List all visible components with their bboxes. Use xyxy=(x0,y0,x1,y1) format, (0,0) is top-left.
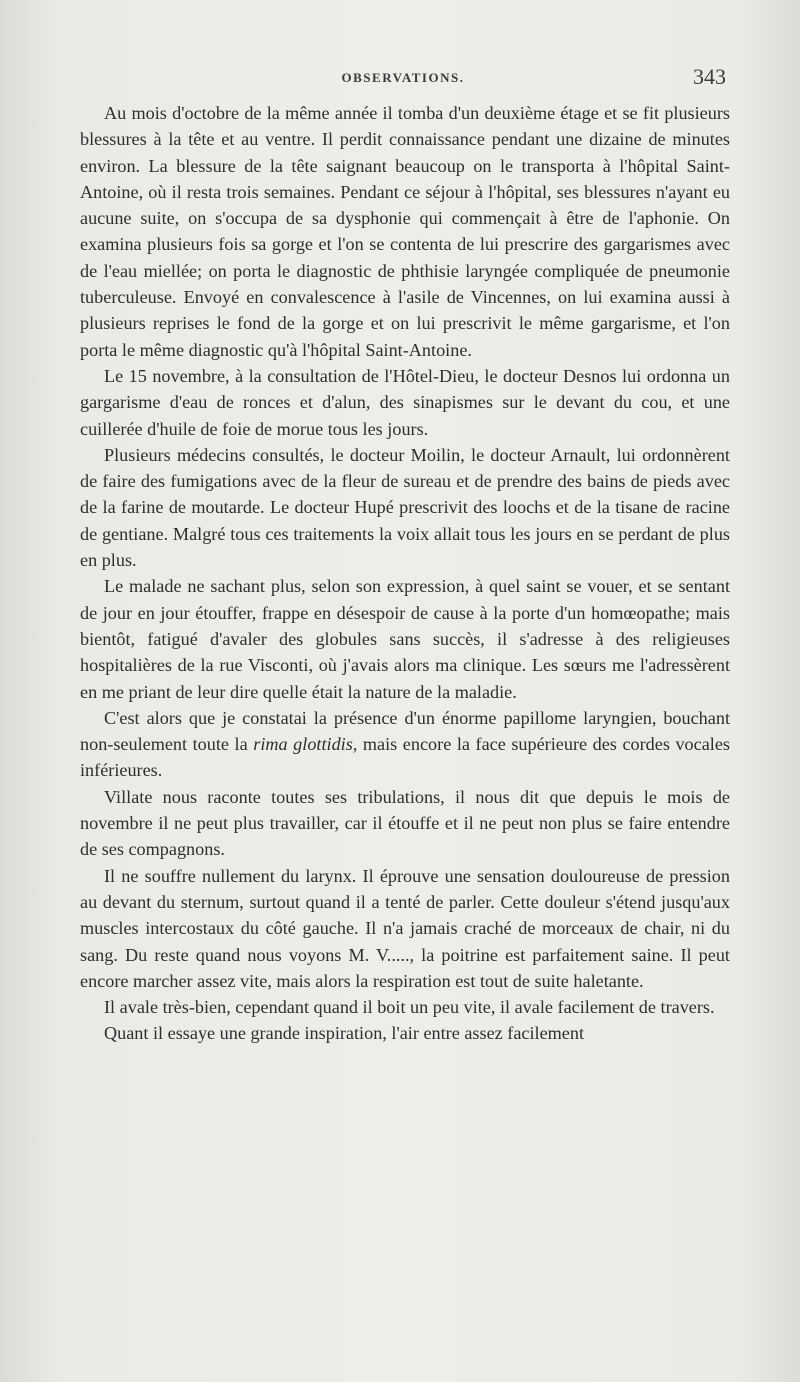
running-title: OBSERVATIONS. xyxy=(341,70,465,85)
paragraph: Il avale très-bien, cependant quand il boit un peu vite, il avale facilement de travers. xyxy=(104,997,715,1018)
paragraph: Villate nous raconte toutes ses tribulations, il nous dit que depuis le mois de novembre il ne peut plus travailler, car il étouffe et il ne peut non plus se faire entendre de ses compagnons. xyxy=(80,786,730,860)
body-text xyxy=(80,100,730,1047)
paragraph-text: mais encore la face supérieure des cordes vocales inférieures. xyxy=(80,734,731,781)
paragraph: Le 15 novembre, à la consultation de l'Hôtel-Dieu, le docteur Desnos lui ordonna un gargarisme d'eau de ronces et d'alun, des sinapismes sur le devant du cou, et une cuillerée d'huile de foie de morue tous les jours. xyxy=(80,365,730,439)
paragraph: Au mois d'octobre de la même année il tomba d'un deuxième étage et se fit plusieurs blessures à la tête et au ventre. Il perdit connaissance pendant une dizaine de minutes environ. La blessure de la tête saignant beaucoup on le transporta à l'hôpital Saint-Antoine, où il resta trois semaines. Pendant ce séjour à l'hôpital, ses blessures n'ayant eu aucune suite, on s'occupa de sa dysphonie qui commençait à être de l'aphonie. On examina plusieurs fois sa gorge et l'on se contenta de lui prescrire des gargarismes avec de l'eau miellée; on porta le diagnostic de phthisie laryngée compliquée de pneumonie tuberculeuse. Envoyé en convalescence à l'asile de Vincennes, on lui examina aussi à plusieurs reprises le fond de la gorge et on lui prescrivit le même gargarisme, et l'on porta le même diagnostic qu'à l'hôpital Saint-Antoine. xyxy=(80,103,730,360)
page-number: 343 xyxy=(693,64,726,89)
paragraph: Quant il essaye une grande inspiration, l'air entre assez facilement xyxy=(104,1023,585,1044)
paragraph xyxy=(80,705,730,784)
paragraph-text: C'est alors que je constatai la présence d'un énorme papillome laryngien, bouchant non-seulement toute la xyxy=(80,707,730,755)
paragraph: Plusieurs médecins consultés, le docteur Moilin, le docteur Arnault, lui ordonnèrent de faire des fumigations avec de la fleur de sureau et de prendre des bains de pieds avec de la farine de moutarde. Le docteur Hupé prescrivit des loochs et de la tisane de racine de gentiane. Malgré tous ces traitements la voix allait tous les jours en se perdant de plus en plus. xyxy=(80,444,730,571)
page-header xyxy=(80,64,726,94)
paragraph: Le malade ne sachant plus, selon son expression, à quel saint se vouer, et se sentant de jour en jour étouffer, frappe en désespoir de cause à la porte d'un homœopathe; mais bientôt, fatigué d'avaler des globules sans succès, il s'adresse à des religieuses hospitalières de la rue Visconti, où j'avais alors ma clinique. Les sœurs me l'adressèrent en me priant de leur dire quelle était la nature de la maladie. xyxy=(80,576,730,702)
paragraph: Il ne souffre nullement du larynx. Il éprouve une sensation douloureuse de pression au devant du sternum, surtout quand il a tenté de parler. Cette douleur s'étend jusqu'aux muscles intercostaux du côté gauche. Il n'a jamais craché de morceaux de chair, ni du sang. Du reste quand nous voyons M. V....., la poitrine est parfaitement saine. Il peut encore marcher assez vite, mais alors la respiration est tout de suite haletante. xyxy=(80,865,730,991)
latin-term: rima glottidis, xyxy=(253,734,358,755)
